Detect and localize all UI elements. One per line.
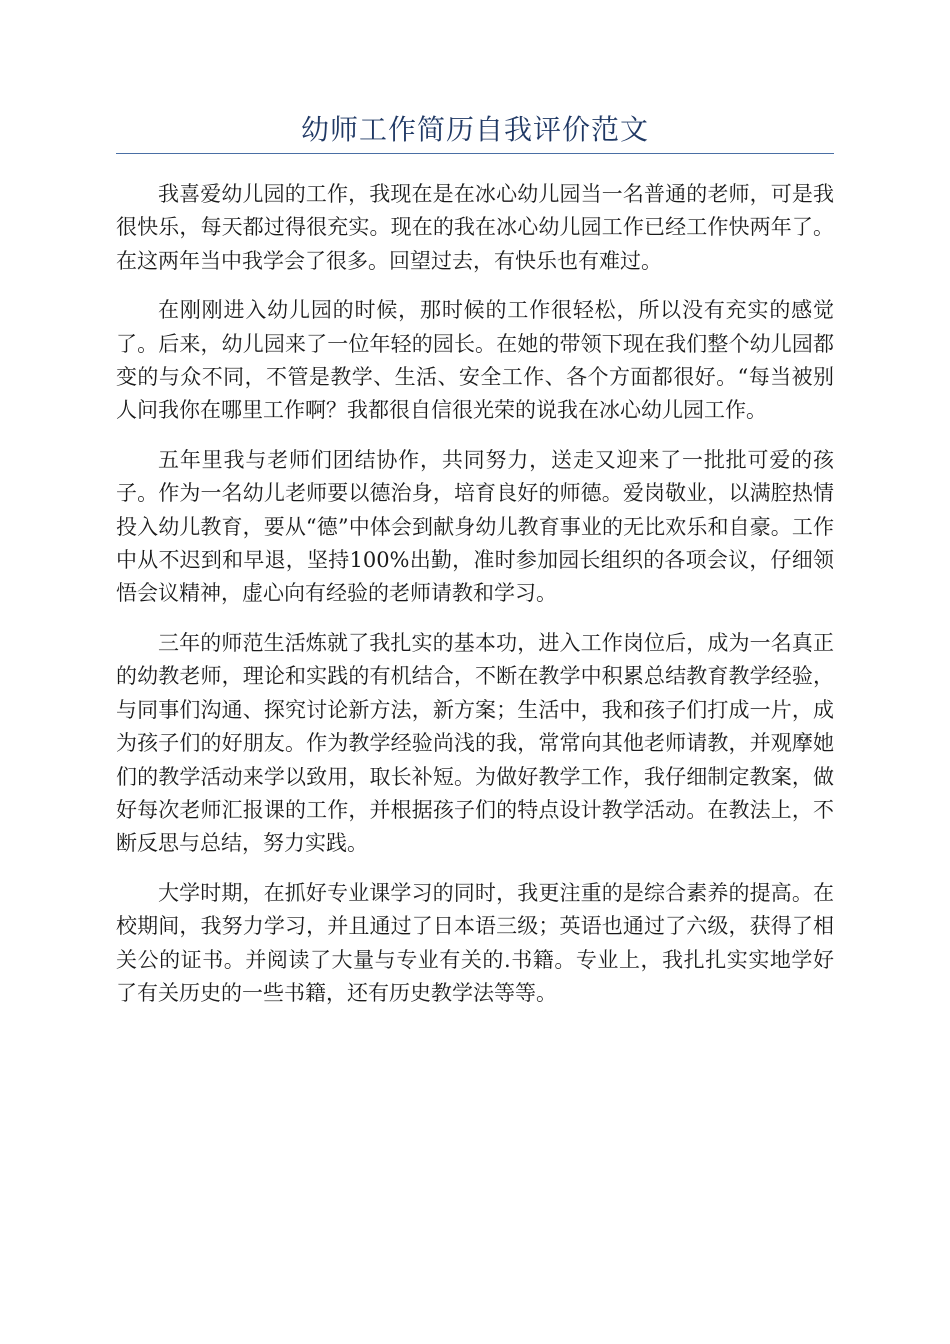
paragraph-5: 大学时期，在抓好专业课学习的同时，我更注重的是综合素养的提高。在校期间，我努力学习，并且通过了日本语三级；英语也通过了六级，获得了相关公的证书。并阅读了大量与专业有关的.书籍。专业上，我扎扎实实地学好了有关历史的一些书籍，还有历史教学法等等。 [116, 880, 834, 1005]
document-body [116, 178, 834, 1026]
paragraph-3: 五年里我与老师们团结协作，共同努力，送走又迎来了一批批可爱的孩子。作为一名幼儿老师要以德治身，培育良好的师德。爱岗敬业，以满腔热情投入幼儿教育，要从“德”中体会到献身幼儿教育事业的无比欢乐和自豪。工作中从不迟到和早退，坚持100%出勤，准时参加园长组织的各项会议，仔细领悟会议精神，虚心向有经验的老师请教和学习。 [116, 447, 834, 606]
paragraph-2: 在刚刚进入幼儿园的时候，那时候的工作很轻松，所以没有充实的感觉了。后来，幼儿园来了一位年轻的园长。在她的带领下现在我们整个幼儿园都变的与众不同，不管是教学、生活、安全工作、各个方面都很好。“每当被别人问我你在哪里工作啊？我都很自信很光荣的说我在冰心幼儿园工作。 [116, 298, 834, 423]
paragraph-4: 三年的师范生活炼就了我扎实的基本功，进入工作岗位后，成为一名真正的幼教老师，理论和实践的有机结合，不断在教学中积累总结教育教学经验，与同事们沟通、探究讨论新方法，新方案；生活中，我和孩子们打成一片，成为孩子们的好朋友。作为教学经验尚浅的我，常常向其他老师请教，并观摩她们的教学活动来学以致用，取长补短。为做好教学工作，我仔细制定教案，做好每次老师汇报课的工作，并根据孩子们的特点设计教学活动。在教法上，不断反思与总结，努力实践。 [116, 630, 834, 856]
paragraph-1: 我喜爱幼儿园的工作，我现在是在冰心幼儿园当一名普通的老师，可是我很快乐，每天都过得很充实。现在的我在冰心幼儿园工作已经工作快两年了。在这两年当中我学会了很多。回望过去，有快乐也有难过。 [116, 182, 834, 273]
page-title: 幼师工作简历自我评价范文 [300, 113, 649, 146]
title-underline [116, 153, 834, 154]
